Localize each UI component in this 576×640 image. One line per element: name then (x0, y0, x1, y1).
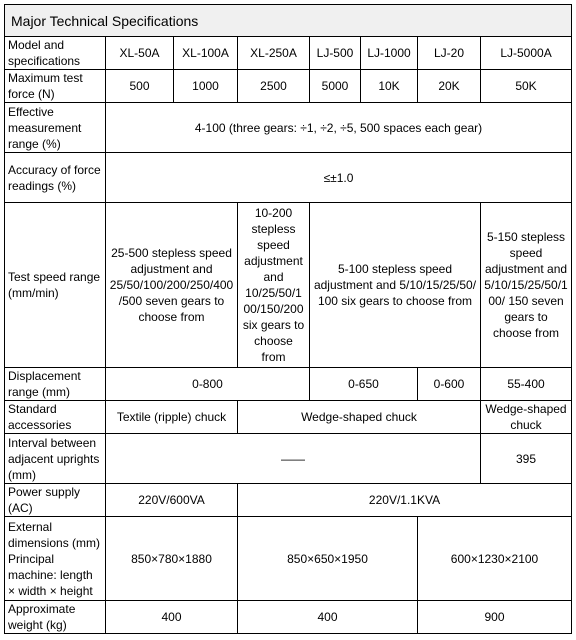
label-weight: Approximate weight (kg) (5, 601, 106, 634)
cell-accessories-1: Textile (ripple) chuck (106, 401, 238, 434)
cell-accuracy: ≤±1.0 (106, 153, 572, 203)
cell-force-6: 20K (418, 70, 481, 103)
cell-force-5: 10K (361, 70, 418, 103)
cell-displacement-1: 0-800 (106, 368, 310, 401)
label-speed: Test speed range (mm/min) (5, 203, 106, 368)
label-max-force: Maximum test force (N) (5, 70, 106, 103)
label-measurement-range: Effective measurement range (%) (5, 103, 106, 153)
cell-model-lj1000: LJ-1000 (361, 37, 418, 70)
row-model (5, 37, 572, 70)
cell-force-2: 1000 (174, 70, 238, 103)
cell-speed-lj500-20: 5-100 stepless speed adjustment and 5/10/15/25/50/ 100 six gears to choose from (310, 203, 481, 368)
cell-weight-2: 400 (238, 601, 418, 634)
row-accessories (5, 401, 572, 434)
cell-measurement-range: 4-100 (three gears: ÷1, ÷2, ÷5, 500 spaces each gear) (106, 103, 572, 153)
cell-model-xl100a: XL-100A (174, 37, 238, 70)
row-accuracy (5, 153, 572, 203)
cell-displacement-2: 0-650 (310, 368, 418, 401)
cell-model-lj20: LJ-20 (418, 37, 481, 70)
label-accuracy: Accuracy of force readings (%) (5, 153, 106, 203)
cell-accessories-3: Wedge-shaped chuck (481, 401, 572, 434)
cell-force-3: 2500 (238, 70, 310, 103)
cell-interval-2: 395 (481, 434, 572, 484)
cell-power-2: 220V/1.1KVA (238, 484, 572, 517)
row-max-force (5, 70, 572, 103)
label-displacement: Displacement range (mm) (5, 368, 106, 401)
cell-power-1: 220V/600VA (106, 484, 238, 517)
row-dimensions (5, 517, 572, 601)
cell-force-7: 50K (481, 70, 572, 103)
cell-dimensions-2: 850×650×1950 (238, 517, 418, 601)
specifications-table (4, 4, 572, 634)
cell-model-lj500: LJ-500 (310, 37, 361, 70)
table-title: Major Technical Specifications (5, 5, 572, 37)
cell-model-lj5000a: LJ-5000A (481, 37, 572, 70)
cell-interval-1: —— (106, 434, 481, 484)
row-power (5, 484, 572, 517)
label-accessories: Standard accessories (5, 401, 106, 434)
cell-dimensions-1: 850×780×1880 (106, 517, 238, 601)
spec-table-container (4, 4, 571, 634)
cell-force-1: 500 (106, 70, 174, 103)
row-measurement-range (5, 103, 572, 153)
row-speed (5, 203, 572, 368)
label-dimensions: External dimensions (mm) Principal machine: length × width × height (5, 517, 106, 601)
cell-weight-3: 900 (418, 601, 572, 634)
cell-weight-1: 400 (106, 601, 238, 634)
cell-force-4: 5000 (310, 70, 361, 103)
cell-accessories-2: Wedge-shaped chuck (238, 401, 481, 434)
row-displacement (5, 368, 572, 401)
cell-model-xl250a: XL-250A (238, 37, 310, 70)
table-title-row (5, 5, 572, 37)
label-model: Model and specifications (5, 37, 106, 70)
label-power: Power supply (AC) (5, 484, 106, 517)
cell-displacement-3: 0-600 (418, 368, 481, 401)
cell-dimensions-3: 600×1230×2100 (418, 517, 572, 601)
label-interval: Interval between adjacent uprights (mm) (5, 434, 106, 484)
row-weight (5, 601, 572, 634)
cell-speed-xl250: 10-200 stepless speed adjustment and 10/25/50/1 00/150/200 six gears to choose from (238, 203, 310, 368)
row-interval (5, 434, 572, 484)
cell-displacement-4: 55-400 (481, 368, 572, 401)
cell-speed-lj5000: 5-150 stepless speed adjustment and 5/10/15/25/50/1 00/ 150 seven gears to choose from (481, 203, 572, 368)
cell-model-xl50a: XL-50A (106, 37, 174, 70)
cell-speed-xl50-100: 25-500 stepless speed adjustment and 25/50/100/200/250/400 /500 seven gears to choose from (106, 203, 238, 368)
